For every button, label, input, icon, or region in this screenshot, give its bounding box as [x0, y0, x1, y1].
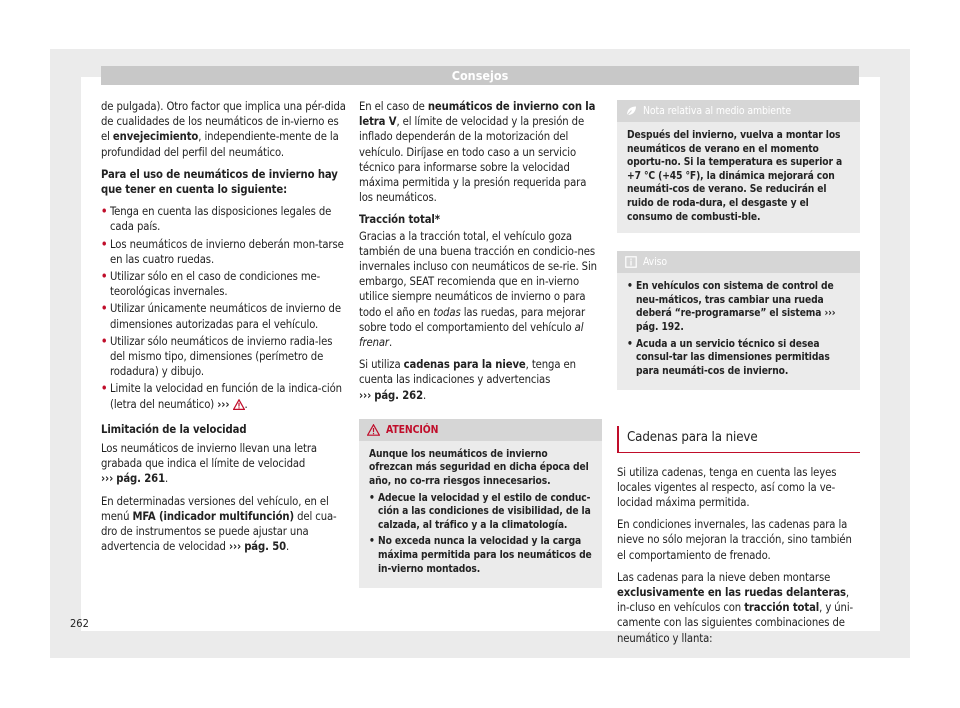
- warning-box: [359, 419, 602, 588]
- section-header: Consejos: [101, 66, 859, 85]
- list-item: • Tenga en cuenta las disposiciones legales de cada país.: [101, 204, 346, 234]
- subheading: Tracción total*: [359, 213, 440, 227]
- paragraph: de pulgada). Otro factor que implica una pér-dida de cualidades de los neumáticos de in-vierno es el envejecimiento, independiente-mente de la profundidad del perfil del neumático.: [101, 100, 346, 159]
- page-ref-link[interactable]: pág. 50: [244, 540, 287, 554]
- column-3: [617, 99, 860, 653]
- list-item: • Utilizar sólo neumáticos de invierno radia-les del mismo tipo, dimensiones (perímetro de rodadura) y dibujo.: [101, 334, 346, 380]
- list-item: • Acuda a un servicio técnico si desea consul-tar las dimensiones permitidas para neumáti-cos de invierno.: [627, 338, 851, 379]
- bullet-list: [369, 492, 593, 577]
- section-title: Cadenas para la nieve: [617, 426, 860, 452]
- leaf-icon: [625, 105, 637, 117]
- environment-note-box: [617, 100, 860, 233]
- paragraph: Los neumáticos de invierno llevan una letra grabada que indica el límite de velocidad ››› pág. 261.: [101, 442, 317, 486]
- warning-box-header: [359, 419, 602, 441]
- page-ref-link[interactable]: pág. 261: [116, 472, 165, 486]
- list-item: • No exceda nunca la velocidad y la carga máxima permitida para los neumáticos de in-vierno montados.: [369, 535, 593, 576]
- page-ref-link[interactable]: pág. 262: [374, 388, 423, 402]
- environment-note-body: Después del invierno, vuelva a montar los neumáticos de verano en el momento oportu-no. Si la temperatura es superior a +7 °C (+45 °F), la dinámica mejorará con neumáti-cos de verano. Se reducirán el ruido de roda-dura, el desgaste y el consumo de combusti-ble.: [627, 130, 843, 223]
- list-item: • Utilizar únicamente neumáticos de invierno de dimensiones autorizadas para el vehículo.: [101, 301, 346, 331]
- list-item: • Adecue la velocidad y el estilo de conduc-ción a las condiciones de visibilidad, de la calzada, al tráfico y a la climatología.: [369, 492, 593, 533]
- notice-box-title: Aviso: [643, 256, 667, 269]
- notice-box-header: [617, 251, 860, 273]
- warning-box-title: ATENCIÓN: [386, 423, 439, 436]
- environment-note-header: [617, 100, 860, 122]
- paragraph: En determinadas versiones del vehículo, en el menú MFA (indicador multifunción) del cua-dro de instrumentos se puede ajustar una advertencia de velocidad ››› pág. 50.: [101, 494, 337, 554]
- info-icon: [625, 256, 637, 268]
- bullet-list: [627, 280, 851, 378]
- subheading: Limitación de la velocidad: [101, 422, 247, 436]
- list-item: • Los neumáticos de invierno deberán mon-tarse en las cuatro ruedas.: [101, 237, 346, 267]
- paragraph: Las cadenas para la nieve deben montarse exclusivamente en las ruedas delanteras, in-cluso en vehículos con tracción total, y úni-camente con las siguientes combinaciones de neumático y llanta:: [617, 570, 854, 645]
- list-item: • Utilizar sólo en el caso de condiciones me-teorológicas invernales.: [101, 269, 346, 299]
- ref-arrow: ›››: [217, 397, 230, 411]
- paragraph: Gracias a la tracción total, el vehículo goza también de una buena tracción en condicio-nes invernales incluso con neumáticos de se-rie. Sin embargo, SEAT recomienda que en in-vierno utilice siempre neumáticos de invierno o para todo el año en todas las ruedas, para mejorar sobre todo el comportamiento del vehículo al frenar.: [359, 229, 597, 350]
- paragraph: En el caso de neumáticos de invierno con la letra V, el límite de velocidad y la presión de inflado dependerán de la motorización del vehículo. Diríjase en todo caso a un servicio técnico para informarse sobre la velocidad máxima permitida y la presión requerida para los neumáticos.: [359, 100, 596, 205]
- paragraph: En condiciones invernales, las cadenas para la nieve no sólo mejoran la tracción, sino también el comportamiento de frenado.: [617, 518, 852, 562]
- paragraph: Si utiliza cadenas, tenga en cuenta las leyes locales vigentes al respecto, así como la ve-locidad máxima permitida.: [617, 465, 837, 509]
- ref-arrow: ›››: [359, 388, 372, 402]
- page-ref-link[interactable]: pág. 192: [636, 321, 681, 333]
- warning-icon: [233, 399, 245, 410]
- environment-note-title: Nota relativa al medio ambiente: [643, 105, 791, 117]
- subheading: Para el uso de neumáticos de invierno hay que tener en cuenta lo siguiente:: [101, 167, 338, 197]
- column-2: [359, 99, 602, 606]
- ref-arrow: ›››: [228, 540, 242, 554]
- warning-icon: [367, 424, 380, 436]
- ref-arrow: ›››: [824, 308, 836, 320]
- list-item: • En vehículos con sistema de control de neu-máticos, tras cambiar una rueda deberá “re-programarse” el sistema ››› pág. 192.: [627, 280, 851, 334]
- ref-arrow: ›››: [101, 472, 114, 486]
- column-1: [101, 99, 346, 561]
- page-number: 262: [70, 617, 89, 630]
- warning-box-body: [359, 441, 602, 588]
- list-item: • Limite la velocidad en función de la indica-ción (letra del neumático) ››› .: [101, 381, 346, 411]
- notice-box-body: [617, 273, 860, 390]
- paragraph: Si utiliza cadenas para la nieve, tenga en cuenta las indicaciones y advertencias ››› pág. 262.: [359, 358, 576, 402]
- notice-box: [617, 251, 860, 390]
- bullet-list: [101, 204, 346, 412]
- warning-intro: Aunque los neumáticos de invierno ofrezcan más seguridad en dicha época del año, no co-rra riesgos innecesarios.: [369, 448, 589, 488]
